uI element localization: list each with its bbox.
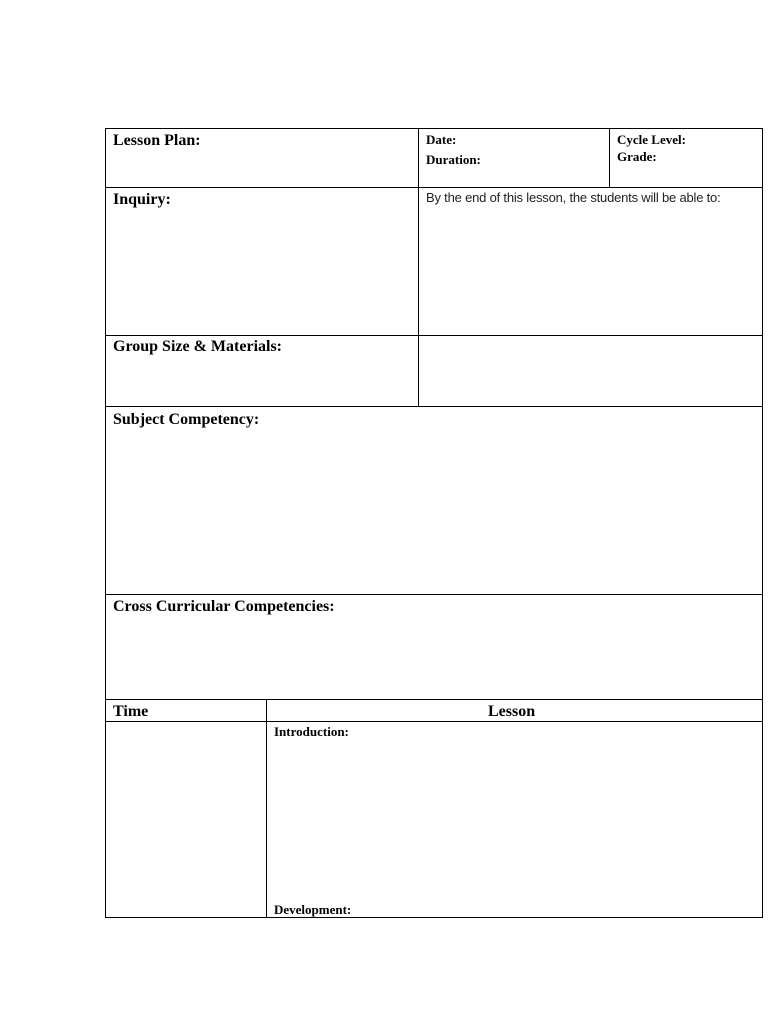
- column-divider-cycle: [609, 128, 610, 188]
- cycle-level-label: Cycle Level:: [617, 132, 686, 147]
- development-label: Development:: [274, 902, 352, 917]
- column-divider-main: [418, 128, 419, 407]
- table-border-bottom: [105, 917, 763, 918]
- row-divider-3: [105, 406, 763, 407]
- time-header: Time: [113, 703, 149, 720]
- lesson-plan-label: Lesson Plan:: [113, 132, 201, 149]
- row-divider-2: [105, 335, 763, 336]
- grade-label: Grade:: [617, 149, 657, 164]
- column-divider-time: [266, 699, 267, 918]
- date-label: Date:: [426, 132, 457, 147]
- subject-competency-label: Subject Competency:: [113, 411, 260, 428]
- lesson-header: Lesson: [488, 703, 536, 720]
- row-divider-6: [105, 721, 763, 722]
- table-border-left: [105, 128, 106, 918]
- introduction-label: Introduction:: [274, 724, 349, 739]
- row-divider-4: [105, 594, 763, 595]
- table-border-top: [105, 128, 763, 129]
- cross-curricular-label: Cross Curricular Competencies:: [113, 598, 335, 615]
- lesson-objective-text: By the end of this lesson, the students will be able to:: [426, 190, 721, 205]
- inquiry-label: Inquiry:: [113, 191, 171, 208]
- table-border-right: [762, 128, 763, 918]
- row-divider-5: [105, 699, 763, 700]
- row-divider-1: [105, 187, 763, 188]
- duration-label: Duration:: [426, 152, 481, 167]
- group-size-materials-label: Group Size & Materials:: [113, 338, 283, 355]
